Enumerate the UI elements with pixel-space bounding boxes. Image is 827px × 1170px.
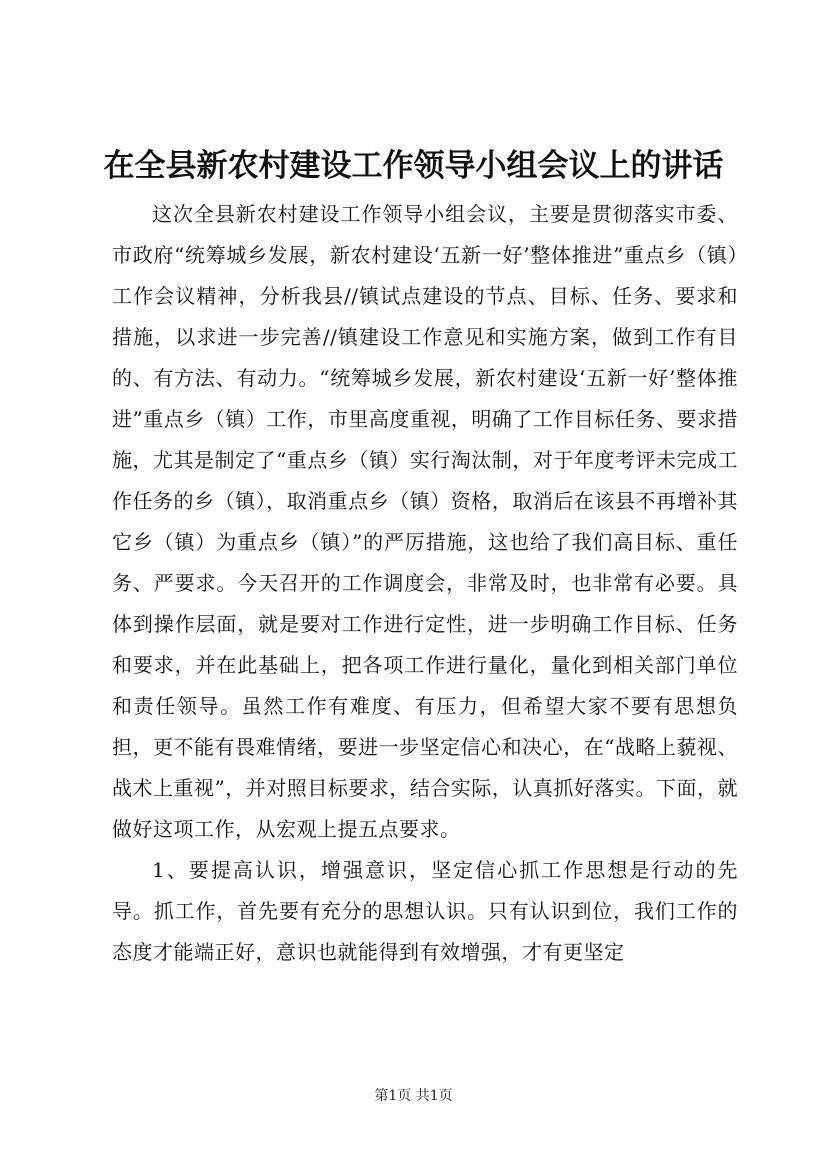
document-title: 在全县新农村建设工作领导小组会议上的讲话 <box>103 148 724 184</box>
body-paragraph-2: 1、要提高认识，增强意识，坚定信心抓工作思想是行动的先导。抓工作，首先要有充分的思想认识。只有认识到位，我们工作的态度才能端正好，意识也就能得到有效增强，才有更坚定 <box>112 858 738 964</box>
page-number: 第1页 共1页 <box>374 1088 453 1104</box>
body-paragraph-1: 这次全县新农村建设工作领导小组会议，主要是贯彻落实市委、市政府“统筹城乡发展，新农村建设‘五新一好’整体推进”重点乡（镇）工作会议精神，分析我县//镇试点建设的节点、目标、任务、要求和措施，以求进一步完善//镇建设工作意见和实施方案，做到工作有目的、有方法、有动力。“统筹城乡发展，新农村建设‘五新一好’整体推进”重点乡（镇）工作，市里高度重视，明确了工作目标任务、要求措施，尤其是制定了“重点乡（镇）实行淘汰制，对于年度考评未完成工作任务的乡（镇），取消重点乡（镇）资格，取消后在该县不再增补其它乡（镇）为重点乡（镇）”的严厉措施，这也给了我们高目标、重任务、严要求。今天召开的工作调度会，非常及时，也非常有必要。具体到操作层面，就是要对工作进行定性，进一步明确工作目标、任务和要求，并在此基础上，把各项工作进行量化，量化到相关部门单位和责任领导。虽然工作有难度、有压力，但希望大家不要有思想负担，更不能有畏难情绪，要进一步坚定信心和决心，在“战略上藐视、战术上重视”，并对照目标要求，结合实际，认真抓好落实。下面，就做好这项工作，从宏观上提五点要求。 <box>112 202 738 841</box>
document-body <box>112 194 738 973</box>
